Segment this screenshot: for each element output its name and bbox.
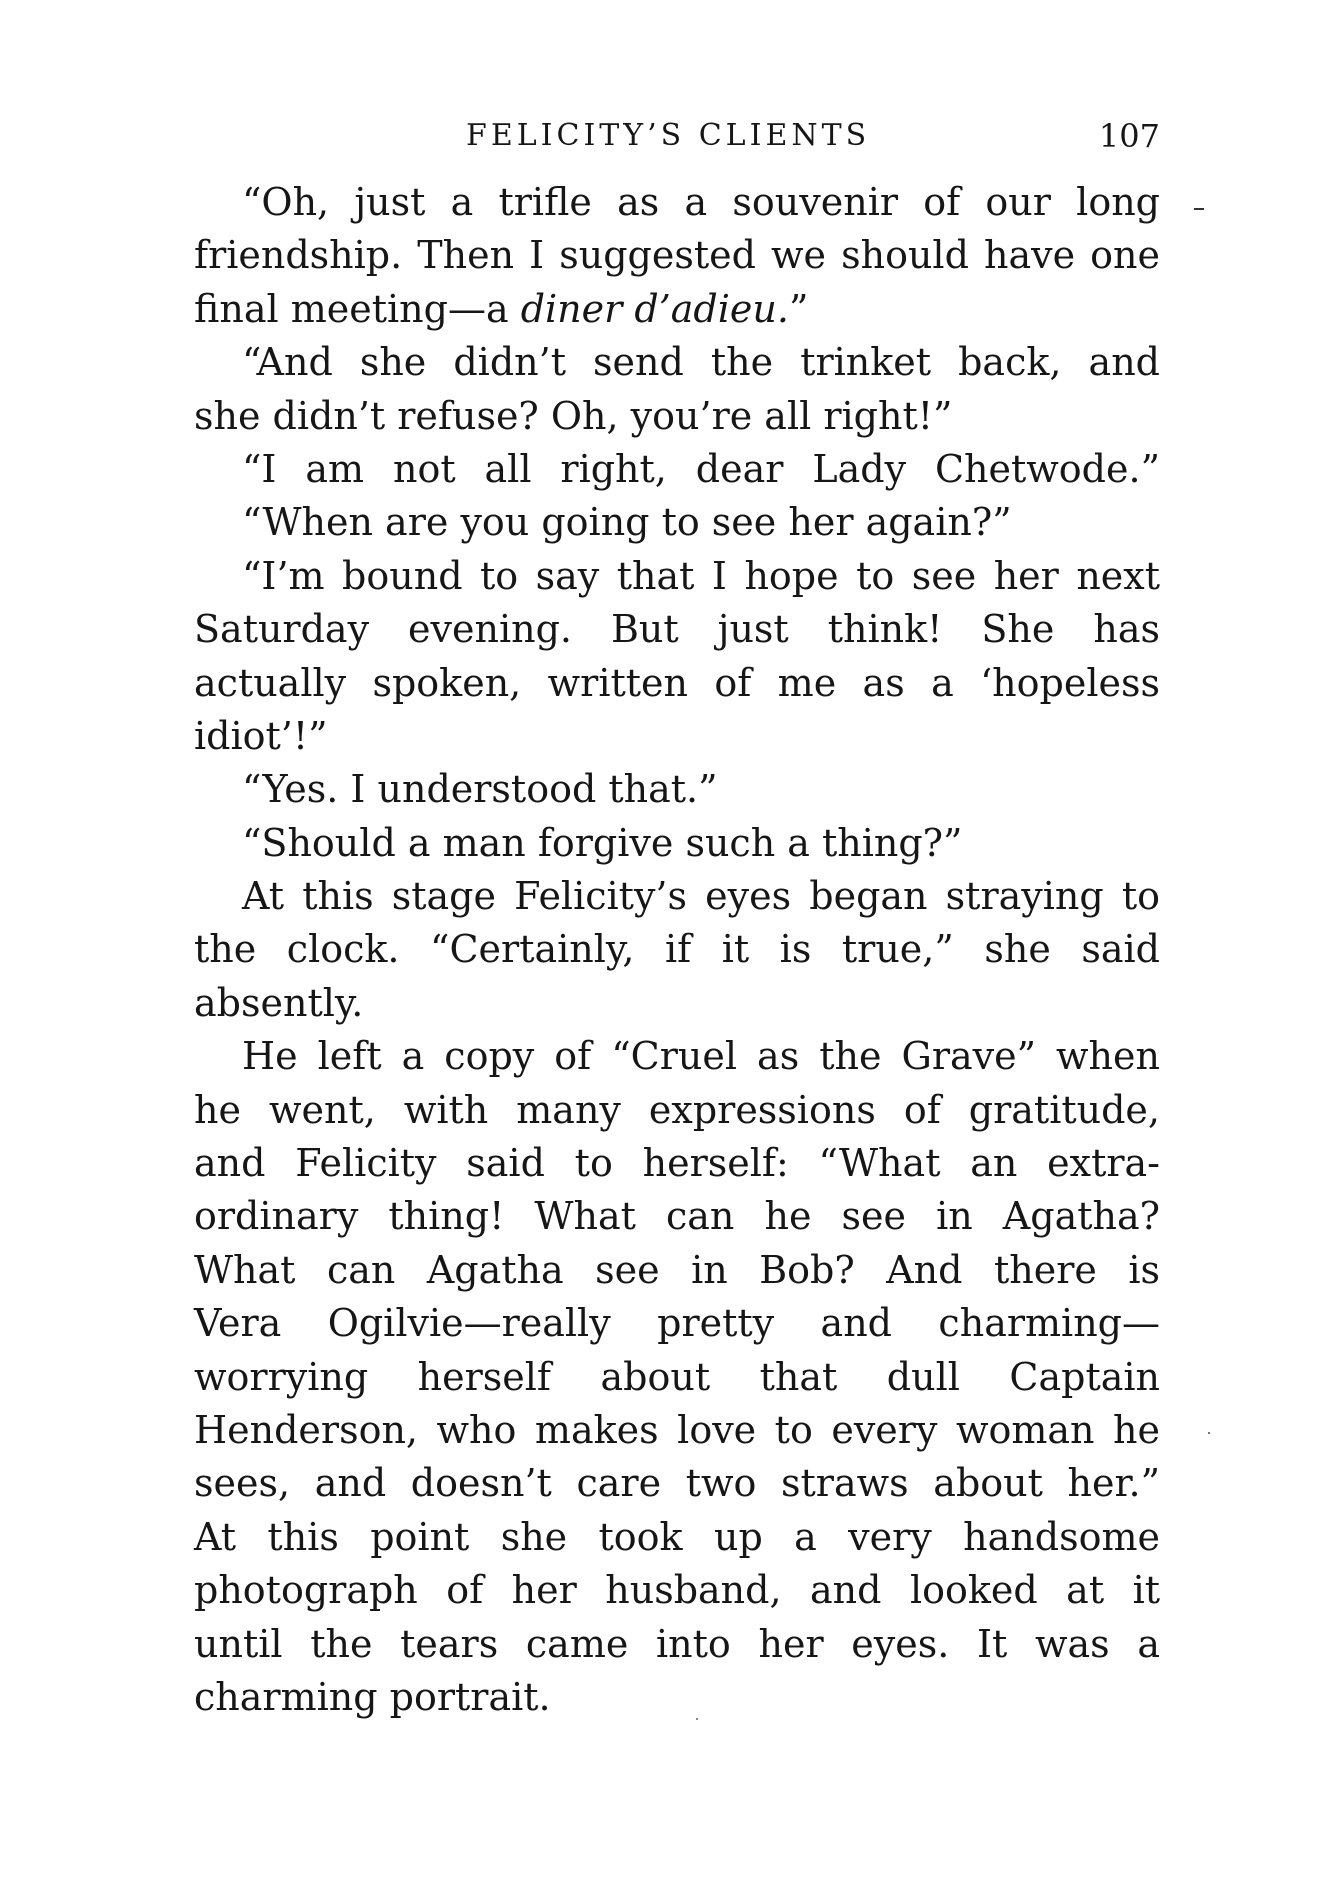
running-head (194, 112, 1160, 160)
text-line: photograph of her husband, and looked at it (194, 1568, 1160, 1613)
body-text (194, 176, 1160, 1724)
text-line: charming portrait. (194, 1674, 551, 1719)
text-line: At this point she took up a very handsome (194, 1514, 1160, 1559)
italic-phrase: diner d’adieu. (520, 286, 789, 331)
text-line: Henderson, who makes love to every woman he (194, 1407, 1160, 1452)
page-number: 107 (1098, 117, 1160, 155)
text-line: the clock. “Certainly, if it is true,” she said (194, 927, 1160, 972)
text-line: “I’m bound to say that I hope to see her next (242, 553, 1160, 598)
text-line: “Yes. I understood that.” (242, 767, 718, 812)
text-line: friendship. Then I suggested we should have one (194, 233, 1160, 278)
text-line: and Felicity said to herself: “What an extra- (194, 1141, 1160, 1186)
text-line: He left a copy of “Cruel as the Grave” when (242, 1034, 1160, 1079)
text-line: What can Agatha see in Bob? And there is (194, 1247, 1160, 1292)
text-line: “I am not all right, dear Lady Chetwode.” (242, 446, 1160, 491)
text-line: worrying herself about that dull Captain (194, 1354, 1160, 1399)
text-line (194, 283, 1160, 336)
text-line: he went, with many expressions of gratitude, (194, 1087, 1160, 1132)
text-line: until the tears came into her eyes. It was a (194, 1621, 1160, 1666)
text-line: “When are you going to see her again?” (242, 500, 1012, 545)
text-line: Saturday evening. But just think! She has (194, 607, 1160, 652)
text-line: actually spoken, written of me as a ‘hopeless (194, 660, 1160, 705)
text-run: final meeting—a (194, 286, 521, 331)
text-line: “Oh, just a trifle as a souvenir of our long (242, 180, 1160, 224)
text-line: “Should a man forgive such a thing?” (242, 820, 963, 865)
text-line: idiot’!” (194, 713, 328, 758)
text-line: ordinary thing! What can he see in Agatha? (194, 1194, 1160, 1239)
running-title: FELICITY’S CLIENTS (466, 118, 871, 153)
text-line: sees, and doesn’t care two straws about her.” (194, 1461, 1160, 1506)
text-line: Vera Ogilvie—really pretty and charming— (194, 1301, 1160, 1346)
text-line: At this stage Felicity’s eyes began straying to (242, 874, 1160, 919)
text-line: she didn’t refuse? Oh, you’re all right!” (194, 393, 953, 438)
text-line: absently. (194, 980, 364, 1025)
stray-ink-mark (1194, 208, 1204, 210)
text-line: “And she didn’t send the trinket back, and (242, 340, 1160, 385)
stray-ink-dot (1208, 1432, 1210, 1434)
text-run: ” (788, 286, 809, 331)
